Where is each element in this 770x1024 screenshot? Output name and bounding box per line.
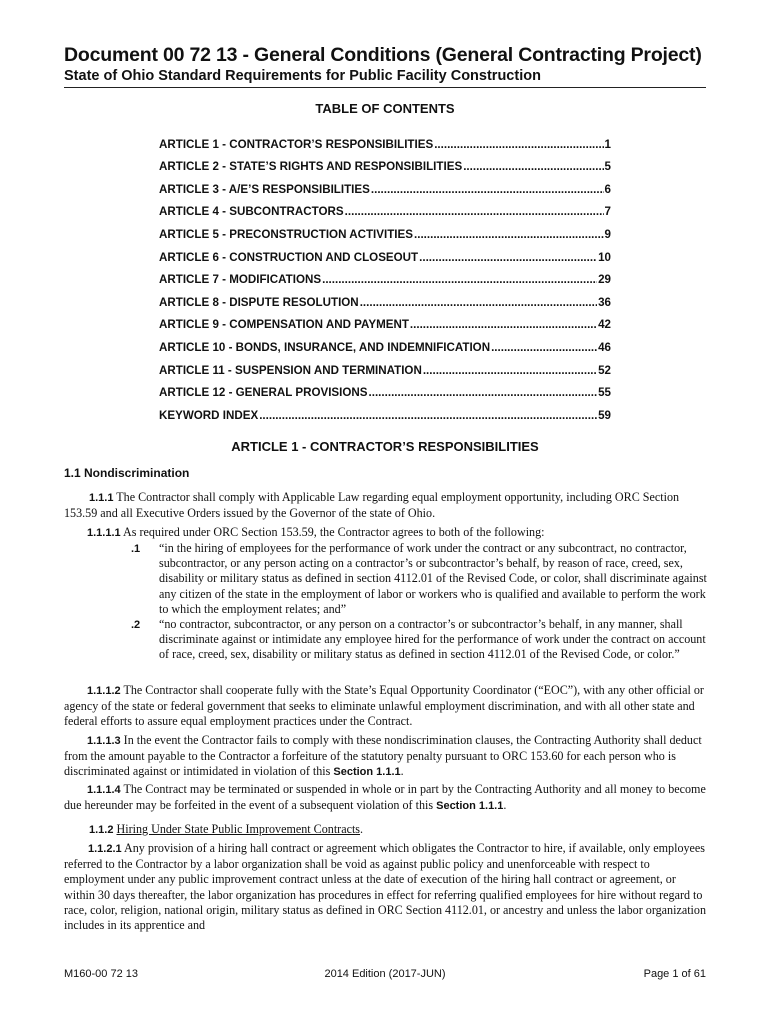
clause-number: 1.1.2	[89, 824, 114, 836]
section-heading: 1.1 Nondiscrimination	[64, 466, 190, 480]
paragraph-1-1-2	[89, 822, 709, 838]
document-subtitle: State of Ohio Standard Requirements for Public Facility Construction	[64, 68, 541, 84]
document-title: Document 00 72 13 - General Conditions (General Contracting Project)	[64, 44, 702, 66]
toc-entry-title: ARTICLE 8 - DISPUTE RESOLUTION	[159, 295, 359, 309]
toc-entry[interactable]	[159, 264, 611, 287]
list-item-2: “no contractor, subcontractor, or any person on a contractor’s or subcontractor’s behalf, in any manner, shall discriminate against or intimidate any employee hired for the performance of work under the contract on account of race, creed, sex, disability or military status as defined in section 4112.01 of the Revised Code, or color.”	[159, 617, 706, 662]
title-divider	[64, 87, 706, 88]
paragraph-1-1-2-1	[64, 841, 707, 933]
toc-entry[interactable]	[159, 196, 611, 219]
toc-entry-page: 36	[598, 295, 611, 309]
footer-page-number: Page 1 of 61	[643, 968, 706, 980]
paragraph-1-1-1-1	[87, 525, 707, 541]
footer-edition: 2014 Edition (2017-JUN)	[324, 968, 446, 980]
clause-number: 1.1.2.1	[88, 843, 122, 855]
toc-leader	[434, 138, 603, 151]
toc-entry[interactable]	[159, 399, 611, 422]
footer-document-code: M160-00 72 13	[64, 968, 138, 980]
toc-entry-title: ARTICLE 4 - SUBCONTRACTORS	[159, 205, 344, 219]
toc-entry-title: KEYWORD INDEX	[159, 408, 259, 422]
toc-entry-page: 52	[598, 363, 611, 377]
clause-text: The Contract may be terminated or suspended in whole or in part by the Contracting Authority and all money to become due hereunder may be forfeited in the event of a subsequent violation of this	[64, 782, 706, 813]
clause-text: Any provision of a hiring hall contract or agreement which obligates the Contractor to hire, if available, only employees referred to the Contractor by a labor organization shall be void as against public policy and unenforceable with respect to employment under any public improvement contract unless at the date of execution of the hiring hall contract or agreement, or within 30 days thereafter, the labor organization has procedures in effect for referring qualified employees for hire without regard to race, color, religion, national origin, military status as defined in ORC Section 4112.01, or ancestry and unless the labor organization includes in its apprentice and	[64, 841, 707, 933]
toc-entry[interactable]	[159, 331, 611, 354]
toc-leader	[322, 273, 597, 286]
toc-entry-page: 59	[598, 408, 611, 422]
toc-leader	[491, 341, 597, 354]
toc-entry-page: 29	[598, 273, 611, 287]
toc-entry-title: ARTICLE 6 - CONSTRUCTION AND CLOSEOUT	[159, 250, 419, 264]
toc-entry-title: ARTICLE 7 - MODIFICATIONS	[159, 273, 322, 287]
toc-entry[interactable]	[159, 377, 611, 400]
toc-leader	[369, 386, 598, 399]
clause-number: 1.1.1	[89, 492, 114, 504]
toc-leader	[360, 296, 597, 309]
toc-entry[interactable]	[159, 128, 611, 151]
toc-leader	[463, 160, 603, 173]
clause-end: .	[360, 822, 364, 836]
toc-entry-title: ARTICLE 9 - COMPENSATION AND PAYMENT	[159, 318, 409, 332]
toc-entry[interactable]	[159, 151, 611, 174]
paragraph-1-1-1-3	[64, 733, 707, 781]
toc-leader	[259, 409, 597, 422]
toc-leader	[414, 228, 604, 241]
toc-heading: TABLE OF CONTENTS	[315, 101, 455, 116]
paragraph-1-1-1-4	[64, 782, 707, 814]
toc-leader	[371, 183, 604, 196]
toc-entry-title: ARTICLE 12 - GENERAL PROVISIONS	[159, 386, 368, 400]
toc-entry-page: 5	[604, 160, 611, 174]
toc-entry-title: ARTICLE 10 - BONDS, INSURANCE, AND INDEMNIFICATION	[159, 340, 491, 354]
toc-entry[interactable]	[159, 309, 611, 332]
toc-entry-title: ARTICLE 5 - PRECONSTRUCTION ACTIVITIES	[159, 227, 413, 241]
clause-number: 1.1.1.4	[87, 784, 121, 796]
toc-leader	[423, 364, 597, 377]
toc-entry[interactable]	[159, 354, 611, 377]
table-of-contents	[159, 128, 611, 422]
list-number: .2	[131, 619, 141, 631]
section-reference[interactable]: Section 1.1.1	[436, 800, 504, 813]
clause-end: .	[400, 764, 404, 779]
article-heading: ARTICLE 1 - CONTRACTOR’S RESPONSIBILITIES	[231, 439, 539, 454]
toc-entry-page: 10	[598, 250, 611, 264]
clause-number: 1.1.1.1	[87, 527, 121, 539]
clause-text: The Contractor shall comply with Applicable Law regarding equal employment opportunity, including ORC Section 153.59 and all Executive Orders issued by the Governor of the state of Ohio.	[64, 490, 680, 521]
toc-leader	[410, 318, 597, 331]
toc-entry-title: ARTICLE 3 - A/E’S RESPONSIBILITIES	[159, 182, 370, 196]
clause-end: .	[503, 798, 507, 813]
clause-text: As required under ORC Section 153.59, the Contractor agrees to both of the following:	[120, 525, 545, 539]
toc-entry-title: ARTICLE 11 - SUSPENSION AND TERMINATION	[159, 363, 422, 377]
toc-entry-page: 6	[604, 182, 611, 196]
toc-entry-page: 1	[604, 137, 611, 151]
toc-entry-title: ARTICLE 1 - CONTRACTOR’S RESPONSIBILITIES	[159, 137, 434, 151]
list-number: .1	[131, 543, 141, 555]
toc-entry[interactable]	[159, 173, 611, 196]
toc-entry[interactable]	[159, 218, 611, 241]
toc-entry-page: 9	[604, 227, 611, 241]
toc-entry-title: ARTICLE 2 - STATE’S RIGHTS AND RESPONSIBILITIES	[159, 160, 463, 174]
clause-number: 1.1.1.3	[87, 735, 121, 747]
clause-number: 1.1.1.2	[87, 685, 121, 697]
clause-text: In the event the Contractor fails to comply with these nondiscrimination clauses, the Contracting Authority shall deduct from the amount payable to the Contractor a forfeiture of the statutory penalty pursuant to ORC 153.60 for each person who is discriminated against or intimidated in violation of this	[64, 733, 702, 779]
paragraph-1-1-1	[64, 490, 704, 521]
clause-title: Hiring Under State Public Improvement Contracts	[116, 822, 361, 836]
toc-entry-page: 42	[598, 318, 611, 332]
toc-leader	[345, 205, 604, 218]
section-reference[interactable]: Section 1.1.1	[333, 766, 401, 779]
toc-entry-page: 55	[598, 386, 611, 400]
clause-text: The Contractor shall cooperate fully with the State’s Equal Opportunity Coordinator (“EOC”), with any other official or agency of the state or federal government that seeks to eliminate unlawful employment discrimination, and with all other state and federal efforts to assure equal employment practices under the Contract.	[64, 683, 704, 729]
paragraph-1-1-1-2	[64, 683, 707, 730]
toc-entry-page: 46	[598, 340, 611, 354]
toc-leader	[419, 251, 597, 264]
toc-entry[interactable]	[159, 286, 611, 309]
toc-entry[interactable]	[159, 241, 611, 264]
list-item-1: “in the hiring of employees for the performance of work under the contract or any subcontract, no contractor, subcontractor, or any person acting on a contractor’s or subcontractor’s behalf, by reason of race, creed, sex, disability or military status as defined in section 4112.01 of the Revised Code, or color, shall discriminate against any citizen of the state in the employment of labor or workers who is qualified and available to perform the work to which the employment relates; and”	[159, 541, 707, 616]
toc-entry-page: 7	[604, 205, 611, 219]
